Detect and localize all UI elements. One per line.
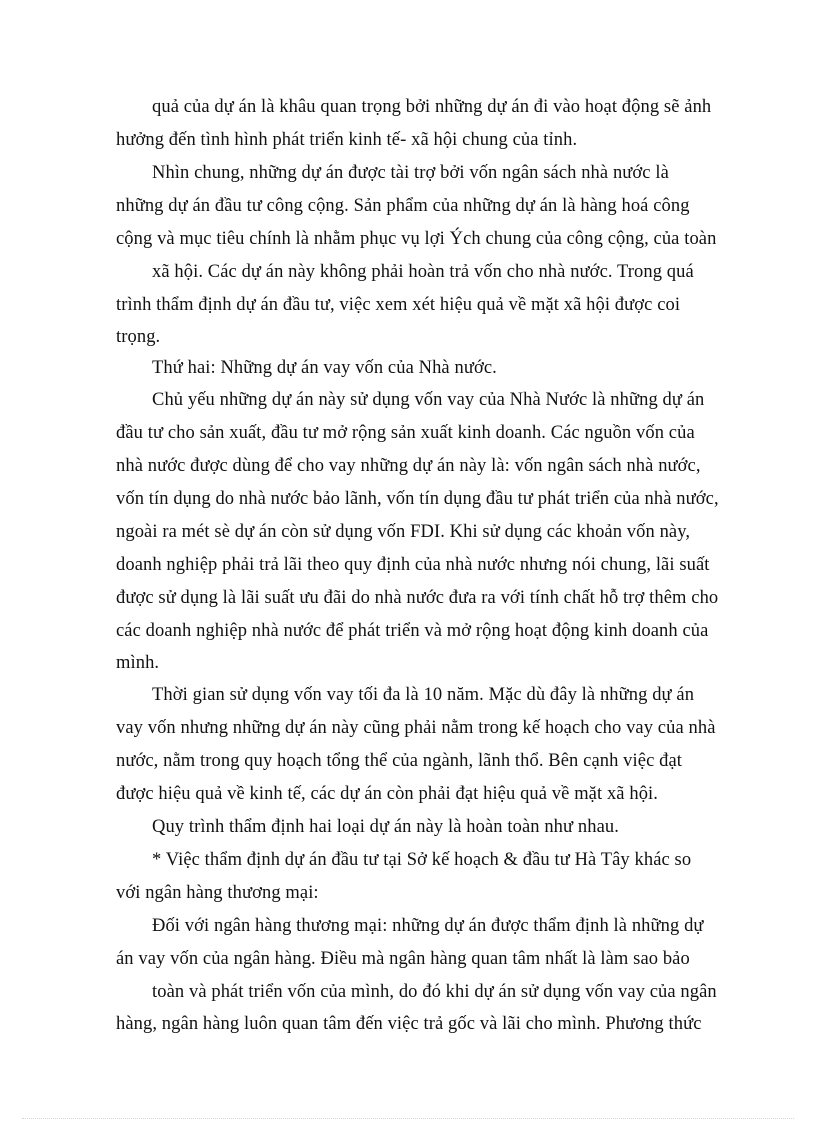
text-line: án vay vốn của ngân hàng. Điều mà ngân hàng quan tâm nhất là làm sao bảo (116, 949, 690, 969)
text-line: nước, nằm trong quy hoạch tổng thể của ngành, lãnh thổ. Bên cạnh việc đạt (116, 751, 683, 771)
text-line: những dự án đầu tư công cộng. Sản phẩm của những dự án là hàng hoá công (116, 196, 690, 216)
text-line: được hiệu quả về kinh tế, các dự án còn phải đạt hiệu quả về mặt xã hội. (116, 784, 659, 804)
text-line: các doanh nghiệp nhà nước để phát triển và mở rộng hoạt động kinh doanh của (116, 621, 709, 641)
text-line: ngoài ra mét sè dự án còn sử dụng vốn FDI. Khi sử dụng các khoản vốn này, (116, 522, 691, 542)
text-line: Thứ hai: Những dự án vay vốn của Nhà nước. (152, 358, 497, 378)
text-line: quả của dự án là khâu quan trọng bởi những dự án đi vào hoạt động sẽ ảnh (152, 97, 712, 117)
text-line: nhà nước được dùng để cho vay những dự án này là: vốn ngân sách nhà nước, (116, 456, 701, 476)
text-line: * Việc thẩm định dự án đầu tư tại Sở kế hoạch & đầu tư Hà Tây khác so (152, 850, 692, 870)
text-line: Đối với ngân hàng thương mại: những dự án được thẩm định là những dự (152, 916, 704, 936)
text-line: trình thẩm định dự án đầu tư, việc xem xét hiệu quả về mặt xã hội được coi (116, 295, 681, 315)
text-line: hưởng đến tình hình phát triển kinh tế- xã hội chung của tỉnh. (116, 130, 578, 150)
text-line: vốn tín dụng do nhà nước bảo lãnh, vốn tín dụng đầu tư phát triển của nhà nước, (116, 489, 719, 509)
text-line: Thời gian sử dụng vốn vay tối đa là 10 năm. Mặc dù đây là những dự án (152, 685, 695, 705)
text-line: Chủ yếu những dự án này sử dụng vốn vay của Nhà Nước là những dự án (152, 390, 705, 410)
text-line: vay vốn nhưng những dự án này cũng phải nằm trong kế hoạch cho vay của nhà (116, 718, 716, 738)
text-line: Quy trình thẩm định hai loại dự án này là hoàn toàn như nhau. (152, 817, 619, 837)
text-line: với ngân hàng thương mại: (116, 883, 319, 903)
text-line: Nhìn chung, những dự án được tài trợ bởi vốn ngân sách nhà nước là (152, 163, 669, 183)
page-bottom-rule (22, 1118, 794, 1119)
text-line: được sử dụng là lãi suất ưu đãi do nhà nước đưa ra với tính chất hỗ trợ thêm cho (116, 588, 719, 608)
text-line: mình. (116, 653, 160, 673)
text-line: doanh nghiệp phải trả lãi theo quy định của nhà nước nhưng nói chung, lãi suất (116, 555, 710, 575)
text-line: trọng. (116, 327, 161, 347)
text-line: hàng, ngân hàng luôn quan tâm đến việc trả gốc và lãi cho mình. Phương thức (116, 1014, 702, 1034)
text-line: toàn và phát triển vốn của mình, do đó khi dự án sử dụng vốn vay của ngân (152, 982, 717, 1002)
text-line: xã hội. Các dự án này không phải hoàn trả vốn cho nhà nước. Trong quá (152, 262, 694, 282)
text-line: đầu tư cho sản xuất, đầu tư mở rộng sản xuất kinh doanh. Các nguồn vốn của (116, 423, 695, 443)
text-line: cộng và mục tiêu chính là nhằm phục vụ lợi Ých chung của công cộng, của toàn (116, 229, 717, 249)
